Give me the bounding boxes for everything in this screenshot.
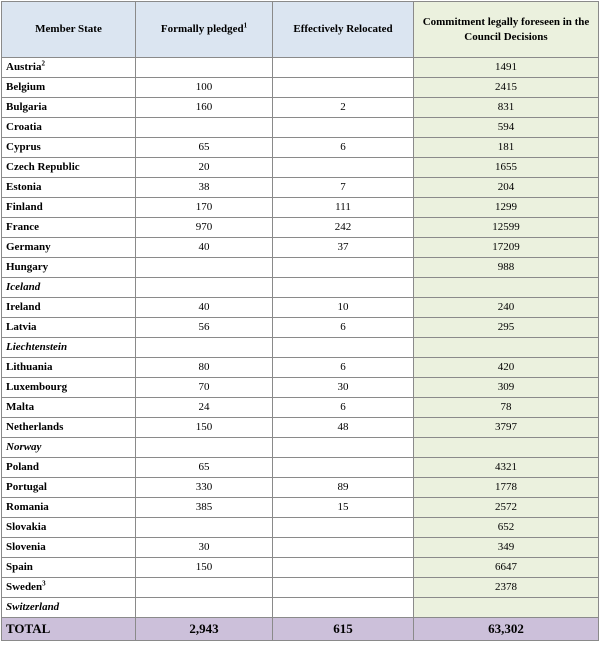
member-state-cell [2, 418, 136, 438]
relocated-cell [273, 438, 414, 458]
relocated-cell [273, 578, 414, 598]
relocated-cell: 242 [273, 218, 414, 238]
relocated-cell: 48 [273, 418, 414, 438]
member-state-name: Romania [6, 501, 49, 513]
member-state-name: Estonia [6, 181, 42, 193]
relocated-cell [273, 518, 414, 538]
member-state-name: Ireland [6, 301, 41, 313]
total-row [2, 618, 599, 641]
pledged-cell: 330 [136, 478, 273, 498]
pledged-cell: 40 [136, 298, 273, 318]
pledged-cell [136, 518, 273, 538]
member-state-name: Switzerland [6, 601, 60, 613]
pledged-cell: 160 [136, 98, 273, 118]
relocated-cell: 10 [273, 298, 414, 318]
table-row [2, 378, 599, 398]
table-row [2, 218, 599, 238]
member-state-cell [2, 398, 136, 418]
header-commitment [414, 2, 599, 58]
table-row [2, 418, 599, 438]
commitment-cell: 295 [414, 318, 599, 338]
relocated-cell [273, 158, 414, 178]
header-member-state [2, 2, 136, 58]
member-state-cell [2, 578, 136, 598]
commitment-cell: 12599 [414, 218, 599, 238]
table-row [2, 398, 599, 418]
member-state-name: Hungary [6, 261, 49, 273]
relocated-cell: 7 [273, 178, 414, 198]
relocated-cell [273, 458, 414, 478]
relocated-cell: 89 [273, 478, 414, 498]
table-row [2, 318, 599, 338]
member-state-name: Poland [6, 461, 40, 473]
member-state-cell [2, 478, 136, 498]
commitment-cell: 594 [414, 118, 599, 138]
pledged-cell: 40 [136, 238, 273, 258]
table-row [2, 138, 599, 158]
member-state-cell [2, 218, 136, 238]
total-commitment: 63,302 [414, 618, 599, 641]
member-state-name: Netherlands [6, 421, 64, 433]
table-row [2, 358, 599, 378]
member-state-cell [2, 118, 136, 138]
pledged-cell: 150 [136, 418, 273, 438]
member-state-name: Croatia [6, 121, 42, 133]
member-state-cell [2, 98, 136, 118]
relocated-cell: 30 [273, 378, 414, 398]
table-row [2, 338, 599, 358]
member-state-name: Lithuania [6, 361, 53, 373]
commitment-cell: 2572 [414, 498, 599, 518]
pledged-cell [136, 58, 273, 78]
pledged-cell: 65 [136, 458, 273, 478]
commitment-cell: 78 [414, 398, 599, 418]
pledged-cell [136, 258, 273, 278]
member-state-cell [2, 158, 136, 178]
pledged-cell: 20 [136, 158, 273, 178]
relocated-cell: 37 [273, 238, 414, 258]
commitment-cell: 420 [414, 358, 599, 378]
commitment-cell: 2415 [414, 78, 599, 98]
pledged-cell: 100 [136, 78, 273, 98]
relocated-cell [273, 558, 414, 578]
relocated-cell [273, 538, 414, 558]
commitment-cell: 17209 [414, 238, 599, 258]
pledged-cell: 80 [136, 358, 273, 378]
commitment-cell: 1299 [414, 198, 599, 218]
pledged-cell: 24 [136, 398, 273, 418]
footnote-marker: 1 [243, 21, 248, 30]
pledged-cell: 65 [136, 138, 273, 158]
table-row [2, 518, 599, 538]
member-state-name: Malta [6, 401, 35, 413]
pledged-cell [136, 578, 273, 598]
commitment-cell [414, 438, 599, 458]
member-state-name: Belgium [6, 81, 46, 93]
member-state-cell [2, 298, 136, 318]
table-row [2, 238, 599, 258]
pledged-cell: 56 [136, 318, 273, 338]
member-state-name: Slovakia [6, 521, 47, 533]
member-state-name: Sweden [6, 581, 43, 593]
table-row [2, 598, 599, 618]
pledged-cell [136, 118, 273, 138]
member-state-cell [2, 358, 136, 378]
commitment-cell: 1655 [414, 158, 599, 178]
member-state-cell [2, 78, 136, 98]
table-row [2, 158, 599, 178]
commitment-cell: 309 [414, 378, 599, 398]
table-row [2, 558, 599, 578]
pledged-cell [136, 438, 273, 458]
relocated-cell: 6 [273, 358, 414, 378]
total-relocated: 615 [273, 618, 414, 641]
table-row [2, 98, 599, 118]
member-state-cell [2, 438, 136, 458]
header-formally-pledged [136, 2, 273, 58]
commitment-cell: 652 [414, 518, 599, 538]
member-state-cell [2, 498, 136, 518]
member-state-cell [2, 178, 136, 198]
member-state-name: France [6, 221, 39, 233]
table-row [2, 258, 599, 278]
member-state-name: Austria [6, 61, 42, 73]
relocated-cell: 15 [273, 498, 414, 518]
pledged-cell [136, 338, 273, 358]
pledged-cell: 38 [136, 178, 273, 198]
table-row [2, 478, 599, 498]
relocated-cell: 6 [273, 318, 414, 338]
pledged-cell: 385 [136, 498, 273, 518]
table-header [2, 2, 599, 58]
member-state-cell [2, 378, 136, 398]
table-body [2, 58, 599, 618]
pledged-cell [136, 278, 273, 298]
relocated-cell: 6 [273, 138, 414, 158]
member-state-name: Portugal [6, 481, 47, 493]
pledged-cell: 170 [136, 198, 273, 218]
member-state-name: Germany [6, 241, 51, 253]
pledged-cell: 30 [136, 538, 273, 558]
commitment-cell: 181 [414, 138, 599, 158]
footnote-marker: 3 [42, 579, 46, 588]
commitment-cell [414, 338, 599, 358]
header-effectively-relocated-label: Effectively Relocated [293, 23, 393, 35]
member-state-name: Spain [6, 561, 33, 573]
member-state-cell [2, 238, 136, 258]
pledged-cell: 970 [136, 218, 273, 238]
table-row [2, 278, 599, 298]
table-row [2, 538, 599, 558]
commitment-cell: 988 [414, 258, 599, 278]
table-row [2, 438, 599, 458]
member-state-cell [2, 598, 136, 618]
relocated-cell [273, 338, 414, 358]
header-row [2, 2, 599, 58]
commitment-cell: 240 [414, 298, 599, 318]
relocated-cell [273, 58, 414, 78]
relocated-cell: 2 [273, 98, 414, 118]
pledged-cell: 70 [136, 378, 273, 398]
table-row [2, 578, 599, 598]
member-state-name: Iceland [6, 281, 41, 293]
table-row [2, 458, 599, 478]
relocated-cell [273, 258, 414, 278]
member-state-cell [2, 258, 136, 278]
relocated-cell [273, 598, 414, 618]
member-state-cell [2, 58, 136, 78]
commitment-cell: 349 [414, 538, 599, 558]
commitment-cell: 831 [414, 98, 599, 118]
commitment-cell: 2378 [414, 578, 599, 598]
relocation-table [1, 1, 599, 641]
commitment-cell: 3797 [414, 418, 599, 438]
commitment-cell [414, 598, 599, 618]
member-state-cell [2, 558, 136, 578]
total-pledged: 2,943 [136, 618, 273, 641]
total-label: TOTAL [2, 618, 136, 641]
member-state-name: Norway [6, 441, 42, 453]
relocated-cell: 111 [273, 198, 414, 218]
relocated-cell: 6 [273, 398, 414, 418]
table-row [2, 58, 599, 78]
relocated-cell [273, 278, 414, 298]
table-row [2, 178, 599, 198]
table-row [2, 78, 599, 98]
commitment-cell: 1491 [414, 58, 599, 78]
pledged-cell: 150 [136, 558, 273, 578]
member-state-name: Finland [6, 201, 43, 213]
footnote-marker: 2 [41, 59, 45, 68]
member-state-name: Slovenia [6, 541, 46, 553]
member-state-cell [2, 458, 136, 478]
pledged-cell [136, 598, 273, 618]
table-row [2, 118, 599, 138]
table-row [2, 298, 599, 318]
header-member-state-label: Member State [35, 23, 102, 35]
commitment-cell: 1778 [414, 478, 599, 498]
header-commitment-label: Commitment legally foreseen in the Council Decisions [422, 15, 590, 43]
member-state-name: Bulgaria [6, 101, 47, 113]
member-state-name: Luxembourg [6, 381, 68, 393]
member-state-cell [2, 338, 136, 358]
relocated-cell [273, 78, 414, 98]
table-row [2, 198, 599, 218]
member-state-name: Cyprus [6, 141, 41, 153]
header-effectively-relocated [273, 2, 414, 58]
commitment-cell [414, 278, 599, 298]
member-state-name: Latvia [6, 321, 37, 333]
member-state-cell [2, 538, 136, 558]
member-state-cell [2, 198, 136, 218]
member-state-cell [2, 278, 136, 298]
member-state-name: Liechtenstein [6, 341, 68, 353]
header-formally-pledged-label: Formally pledged [160, 23, 244, 35]
commitment-cell: 204 [414, 178, 599, 198]
table-row [2, 498, 599, 518]
member-state-cell [2, 518, 136, 538]
member-state-cell [2, 138, 136, 158]
member-state-name: Czech Republic [6, 161, 80, 173]
commitment-cell: 4321 [414, 458, 599, 478]
commitment-cell: 6647 [414, 558, 599, 578]
relocated-cell [273, 118, 414, 138]
member-state-cell [2, 318, 136, 338]
